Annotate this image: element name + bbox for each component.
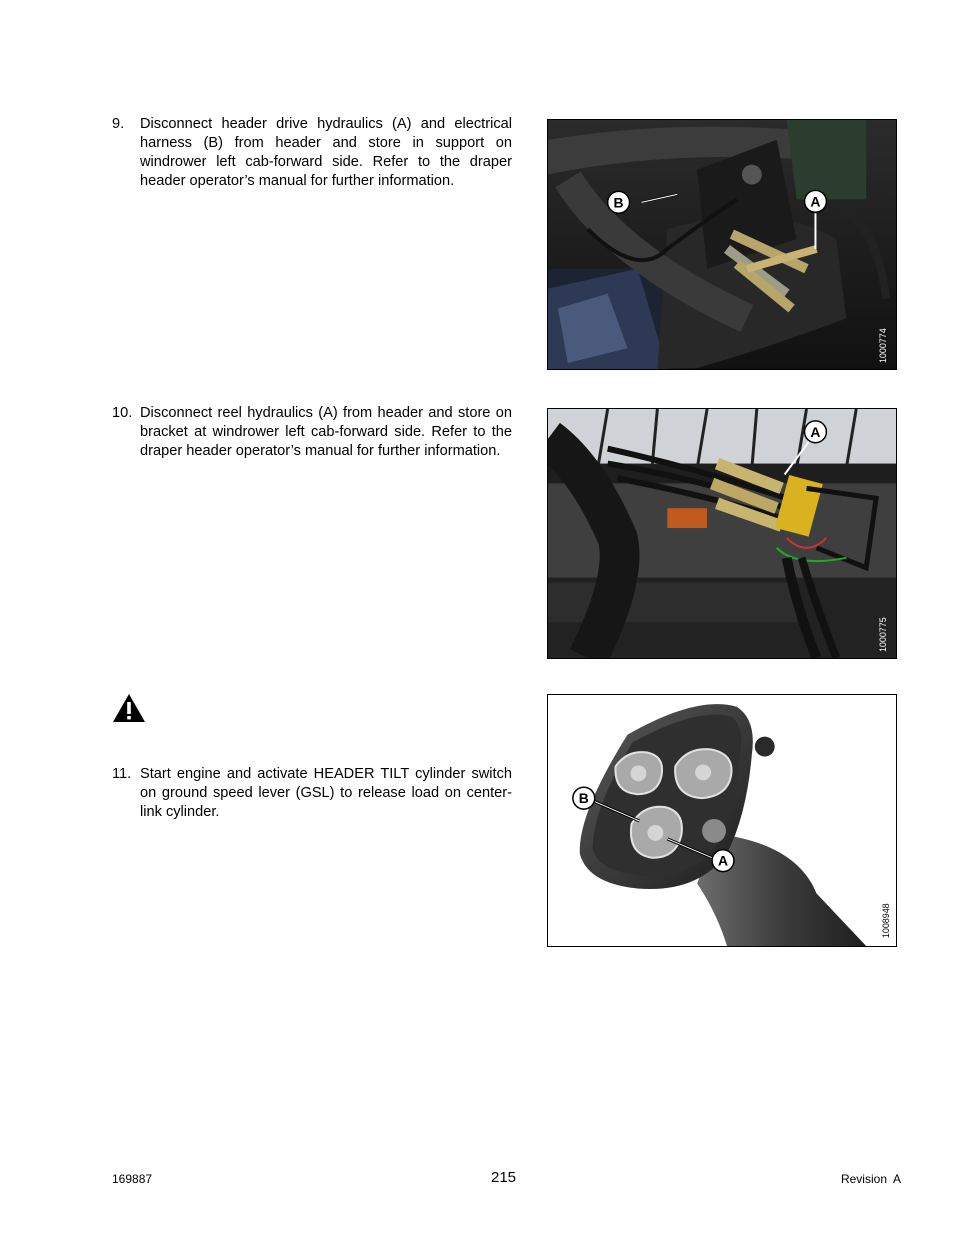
step-number: 10.: [112, 405, 133, 421]
callout-a: A: [810, 423, 821, 440]
figure-id: 1000775: [878, 617, 889, 653]
step-text: Disconnect header drive hydraulics (A) and electrical harness (B) from header and store in support on windrower left cab-forward side. Refer to the draper header operator’s manual for further information.: [140, 116, 512, 189]
step-number: 9.: [112, 116, 125, 132]
warning-icon: [112, 693, 146, 723]
step-9: [112, 115, 512, 191]
revision-label: Revision A: [840, 1172, 901, 1186]
step-number: 11.: [112, 766, 132, 782]
callout-b: B: [578, 790, 589, 807]
callout-b: B: [613, 194, 624, 211]
step-10: [112, 404, 512, 461]
figure-id: 1008948: [881, 903, 892, 939]
callout-a: A: [717, 852, 729, 869]
document-number: 169887: [112, 1172, 153, 1186]
step-11: [112, 765, 512, 822]
page-number: 215: [491, 1169, 517, 1186]
figure-id: 1000774: [878, 328, 889, 364]
figure-hydraulics-harness: [547, 119, 897, 370]
figure-ground-speed-lever: [547, 694, 897, 947]
step-text: Start engine and activate HEADER TILT cylinder switch on ground speed lever (GSL) to release load on center-link cylinder.: [140, 766, 512, 820]
callout-a: A: [810, 193, 821, 210]
figure-reel-hydraulics: [547, 408, 897, 659]
step-text: Disconnect reel hydraulics (A) from header and store on bracket at windrower left cab-forward side. Refer to the draper header operator’s manual for further information.: [140, 405, 512, 459]
